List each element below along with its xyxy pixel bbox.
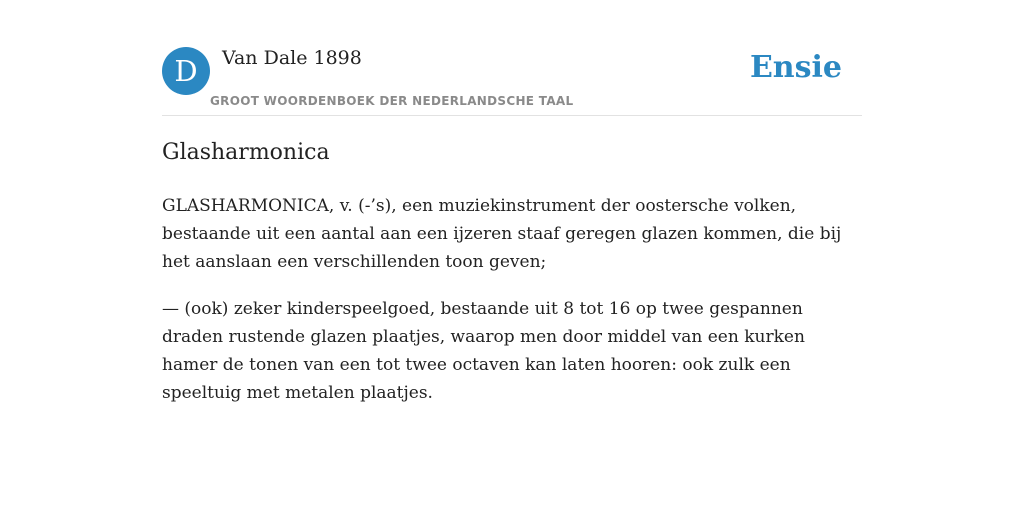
dictionary-title[interactable]: Van Dale 1898 [222,47,362,69]
header-divider [162,115,862,116]
brand-logo[interactable]: Ensie [749,50,842,85]
entry-title: Glasharmonica [162,140,330,165]
dictionary-subtitle: GROOT WOORDENBOEK DER NEDERLANDSCHE TAAL [210,94,574,108]
definition-paragraph-1: GLASHARMONICA, v. (-’s), een muziekinstrument der oostersche volken, bestaande uit een aantal aan een ijzeren staaf geregen glazen kommen, die bij het aanslaan een verschillenden toon geven; [162,196,842,272]
header [162,46,862,116]
dictionary-logo[interactable]: D [162,47,210,95]
definition-paragraph-2: — (ook) zeker kinderspeelgoed, bestaande uit 8 tot 16 op twee gespannen draden rustende glazen plaatjes, waarop men door middel van een kurken hamer de tonen van een tot twee octaven kan laten hooren: ook zulk een speeltuig met metalen plaatjes. [162,299,805,403]
